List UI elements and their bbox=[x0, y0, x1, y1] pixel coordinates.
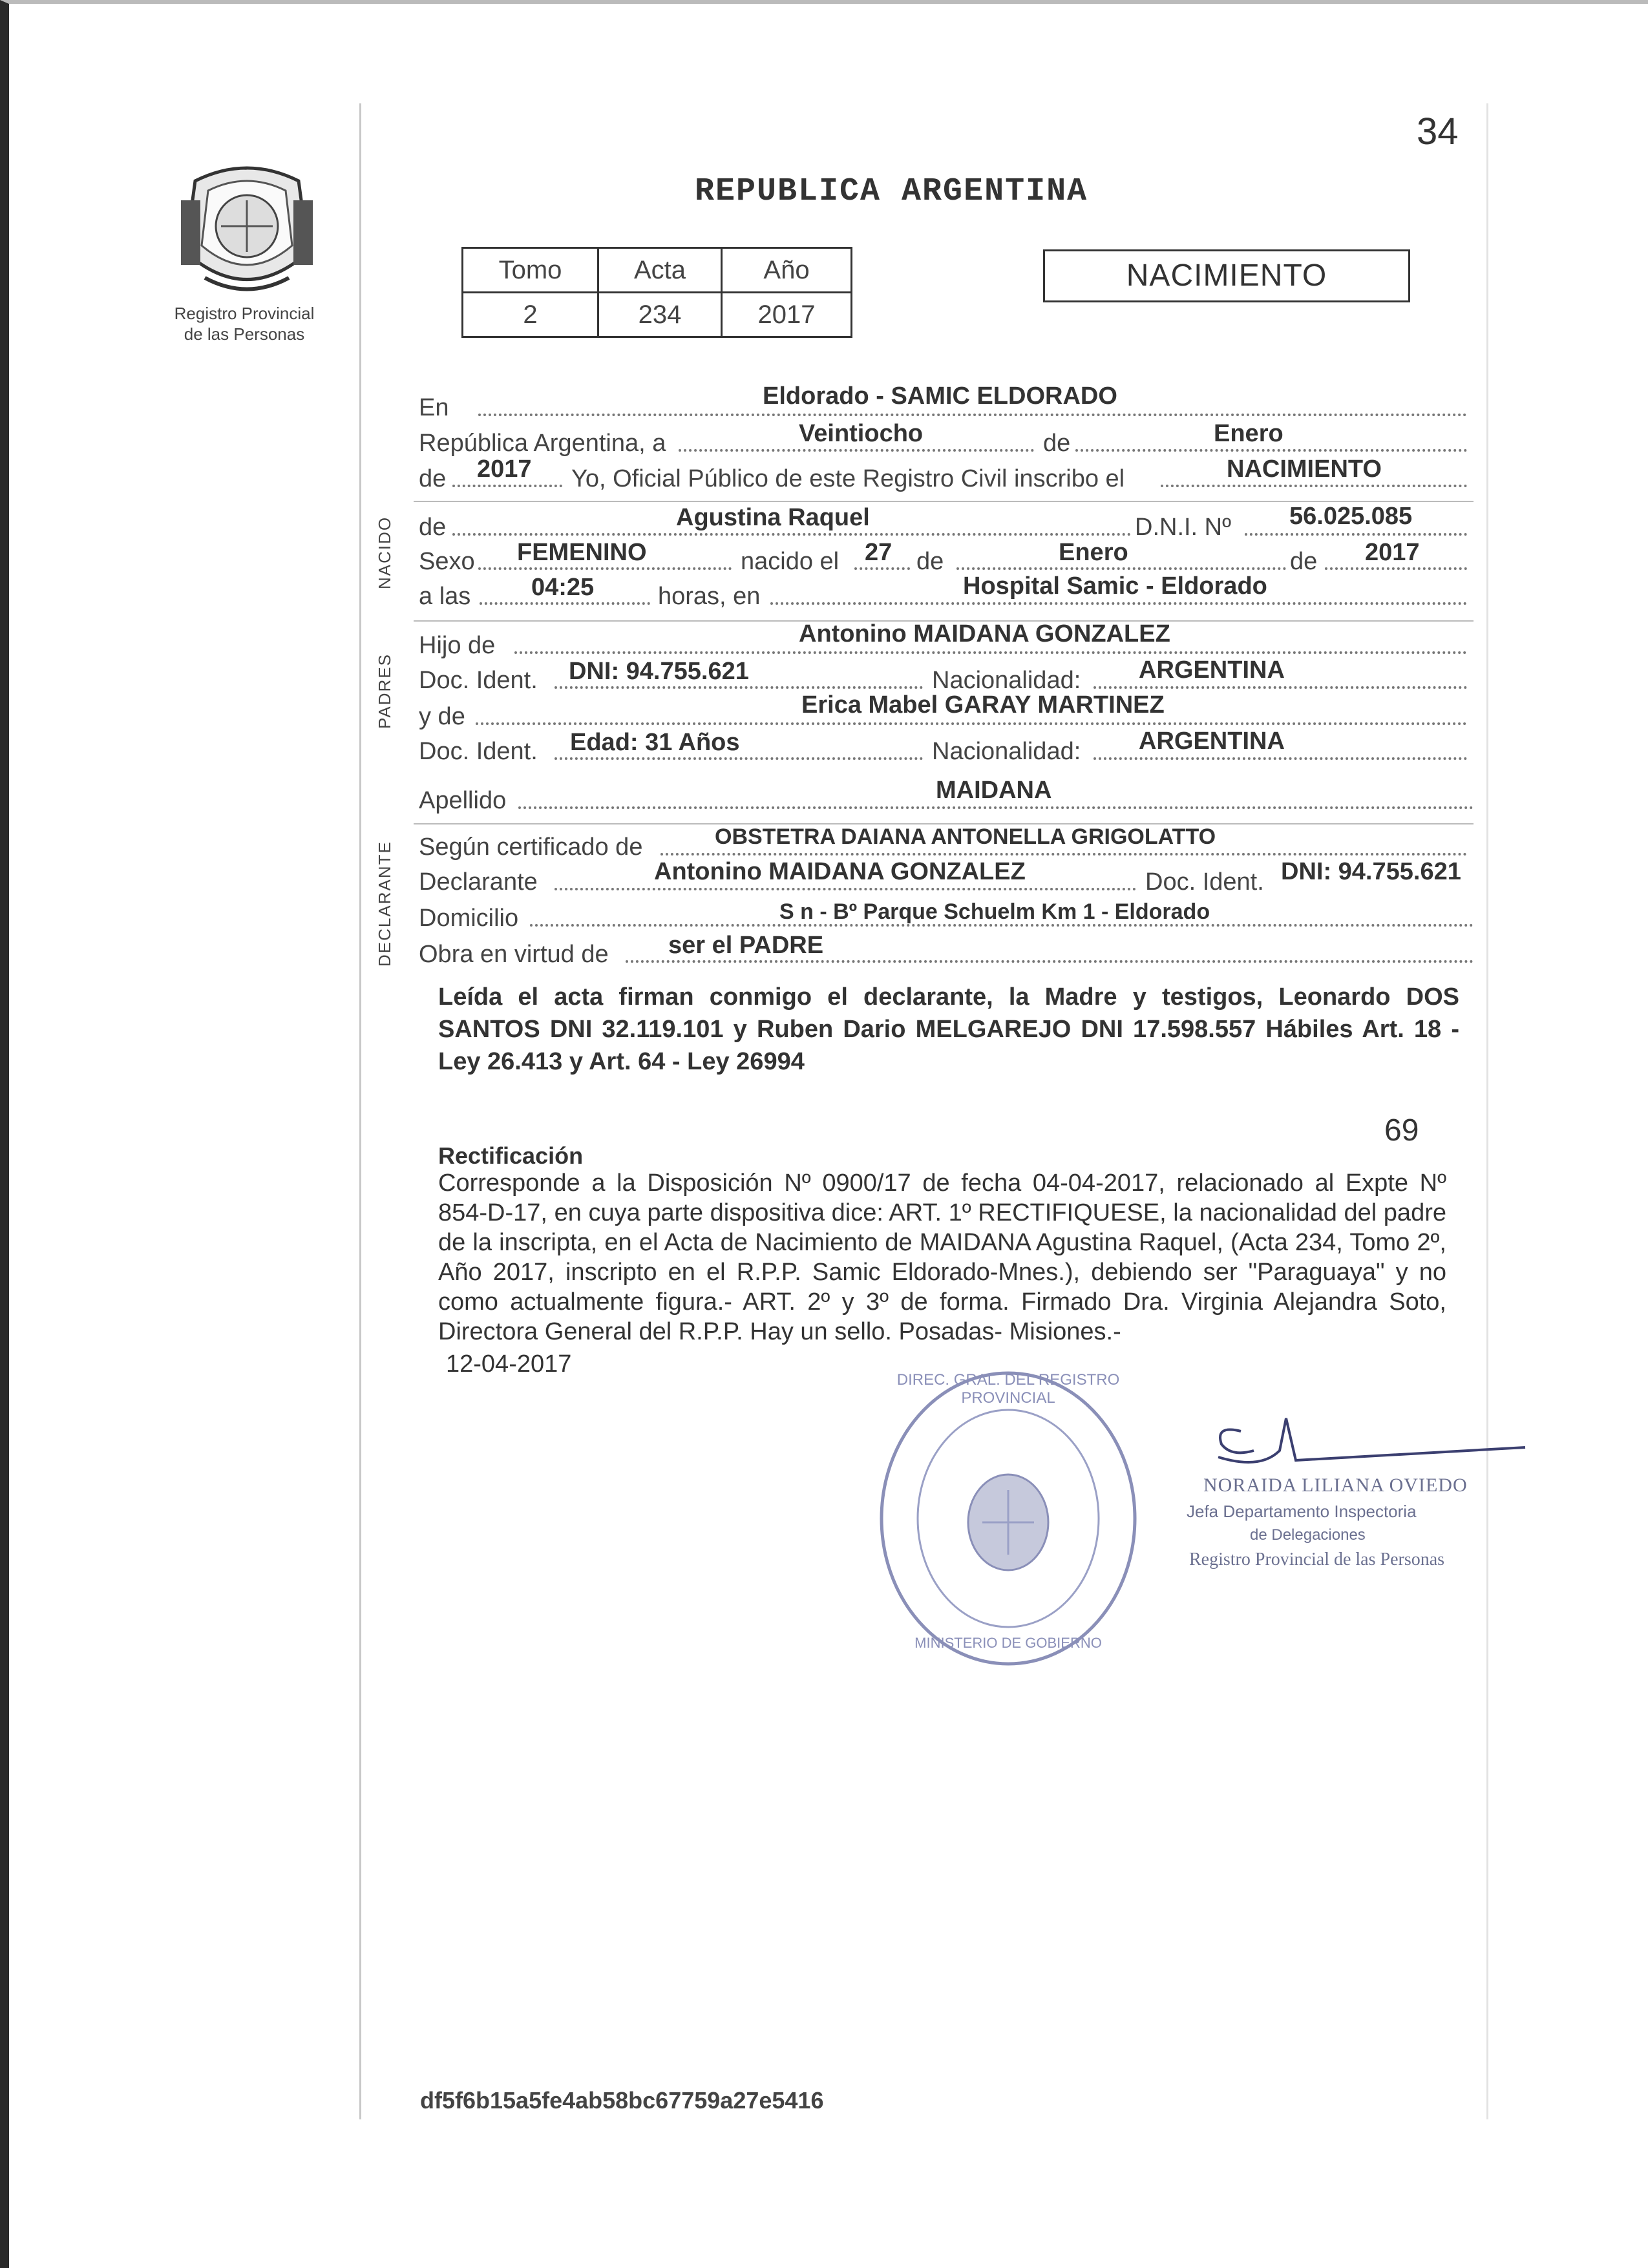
dots-sexo bbox=[478, 567, 732, 570]
label-de-mes: de bbox=[1043, 430, 1071, 457]
value-anio-registro: 2017 bbox=[477, 456, 532, 483]
dots-anio-registro bbox=[452, 485, 562, 487]
dots-nac-madre bbox=[1093, 757, 1467, 760]
dots-padre bbox=[514, 651, 1467, 654]
left-margin-line bbox=[359, 103, 361, 2119]
rectificacion-body: Corresponde a la Disposición Nº 0900/17 de fecha 04-04-2017, relacionado al Expte Nº 854-D-17, en cuya parte dispositiva dice: ART. 1º RECTIFIQUESE, la nacionalidad del padre de la inscripta, en el Acta de Nacimiento de MAIDANA Agustina Raquel, (Acta 234, Tomo 2º, Año 2017, inscripto en el R.P.P. Samic Eldorado-Mnes.), debiendo ser "Paraguaya" y no como actualmente figura.- ART. 2º y 3º de forma. Firmado Dra. Virginia Alejandra Soto, Directora General del R.P.P. Hay un sello. Posadas- Misiones.- bbox=[438, 1170, 1446, 1345]
dots-hora bbox=[480, 602, 650, 605]
stamp-inner-text: MINISTERIO DE GOBIERNO bbox=[914, 1635, 1102, 1651]
label-yo-oficial: Yo, Oficial Público de este Registro Civil inscribo el bbox=[571, 465, 1125, 492]
seal-icon bbox=[866, 1363, 1150, 1674]
dots-nombre bbox=[452, 533, 1131, 536]
logo-caption-2: de las Personas bbox=[184, 324, 305, 344]
dots-dia-registro bbox=[679, 449, 1034, 452]
logo-caption-1: Registro Provincial bbox=[174, 304, 315, 323]
value-dni: 56.025.085 bbox=[1289, 503, 1413, 530]
signature-line2: Jefa Departamento Inspectoria bbox=[1187, 1502, 1417, 1521]
dots-dni bbox=[1245, 533, 1467, 536]
dots-inscribo bbox=[1161, 485, 1467, 487]
header-tomo: Tomo bbox=[463, 248, 598, 293]
label-doc-madre: Doc. Ident. bbox=[419, 738, 538, 765]
label-hijo-de: Hijo de bbox=[419, 632, 496, 659]
value-acta: 234 bbox=[598, 293, 722, 337]
label-de-mes-nac: de bbox=[916, 548, 944, 575]
signature-icon bbox=[1202, 1396, 1538, 1486]
record-type-box: NACIMIENTO bbox=[1043, 249, 1410, 302]
label-nac-padre: Nacionalidad: bbox=[932, 667, 1081, 694]
stamp-outer-text: DIREC. GRAL. DEL REGISTRO PROVINCIAL bbox=[896, 1371, 1120, 1407]
dots-lugar-nac bbox=[770, 602, 1467, 605]
page-number: 34 bbox=[1417, 110, 1459, 152]
country-title: REPUBLICA ARGENTINA bbox=[695, 173, 1088, 210]
dots-declarante bbox=[555, 888, 1136, 890]
value-doc-padre: DNI: 94.755.621 bbox=[569, 658, 749, 685]
value-lugar: Eldorado - SAMIC ELDORADO bbox=[763, 383, 1117, 410]
value-doc-madre: Edad: 31 Años bbox=[570, 729, 740, 756]
label-de-anio: de bbox=[419, 465, 447, 492]
value-padre: Antonino MAIDANA GONZALEZ bbox=[799, 620, 1170, 647]
value-inscribo: NACIMIENTO bbox=[1227, 456, 1382, 483]
value-domicilio: S n - Bº Parque Schuelm Km 1 - Eldorado bbox=[779, 899, 1210, 924]
value-doc-declarante: DNI: 94.755.621 bbox=[1281, 858, 1461, 885]
label-republica: República Argentina, a bbox=[419, 430, 666, 457]
value-apellido: MAIDANA bbox=[936, 777, 1052, 804]
label-doc-padre: Doc. Ident. bbox=[419, 667, 538, 694]
value-mes-registro: Enero bbox=[1214, 420, 1284, 447]
label-en: En bbox=[419, 394, 449, 421]
dots-doc-padre bbox=[555, 686, 923, 689]
dots-mes-nac bbox=[956, 567, 1286, 570]
signature-scribble bbox=[1202, 1396, 1538, 1486]
label-apellido: Apellido bbox=[419, 787, 507, 814]
label-horas-en: horas, en bbox=[658, 583, 761, 610]
dots-madre bbox=[476, 722, 1467, 725]
value-declarante: Antonino MAIDANA GONZALEZ bbox=[654, 858, 1026, 885]
value-anio: 2017 bbox=[722, 293, 852, 337]
value-nac-madre: ARGENTINA bbox=[1139, 728, 1285, 755]
document-hash: df5f6b15a5fe4ab58bc67759a27e5416 bbox=[420, 2087, 824, 2114]
label-nac-madre: Nacionalidad: bbox=[932, 738, 1081, 765]
header-anio: Año bbox=[722, 248, 852, 293]
label-nacido-el: nacido el bbox=[741, 548, 840, 575]
label-dni: D.N.I. Nº bbox=[1135, 514, 1231, 541]
dots-mes-registro bbox=[1075, 449, 1467, 452]
label-doc-declarante: Doc. Ident. bbox=[1145, 868, 1264, 896]
value-dia-nac: 27 bbox=[865, 539, 893, 566]
dots-certificado bbox=[660, 853, 1467, 856]
value-lugar-nac: Hospital Samic - Eldorado bbox=[963, 572, 1267, 600]
separator-nacido bbox=[414, 501, 1474, 502]
side-label-padres: PADRES bbox=[375, 653, 394, 729]
rectificacion-title: Rectificación bbox=[438, 1142, 584, 1169]
dots-nac-padre bbox=[1093, 686, 1467, 689]
dots-dia-nac bbox=[854, 567, 910, 570]
dots-apellido bbox=[518, 806, 1474, 809]
rectificacion-date: 12-04-2017 bbox=[446, 1350, 572, 1378]
value-dia-registro: Veintiocho bbox=[799, 420, 924, 447]
margin-number: 69 bbox=[1384, 1113, 1419, 1148]
label-domicilio: Domicilio bbox=[419, 905, 519, 932]
label-sexo: Sexo bbox=[419, 548, 475, 575]
label-obra: Obra en virtud de bbox=[419, 941, 609, 968]
label-a-las: a las bbox=[419, 583, 471, 610]
value-certificado: OBSTETRA DAIANA ANTONELLA GRIGOLATTO bbox=[715, 824, 1216, 849]
value-hora: 04:25 bbox=[531, 574, 595, 601]
dots-en bbox=[478, 414, 1467, 416]
signature-name: NORAIDA LILIANA OVIEDO bbox=[1203, 1475, 1468, 1496]
right-margin-line bbox=[1486, 103, 1488, 2119]
record-table bbox=[461, 247, 852, 338]
signature-line3: de Delegaciones bbox=[1250, 1526, 1366, 1544]
official-stamp bbox=[866, 1363, 1150, 1674]
closing-paragraph: Leída el acta firman conmigo el declarante, la Madre y testigos, Leonardo DOS SANTOS DNI 32.119.101 y Ruben Dario MELGAREJO DNI 17.598.557 Hábiles Art. 18 - Ley 26.413 y Art. 64 - Ley 26994 bbox=[438, 983, 1459, 1075]
value-nombre: Agustina Raquel bbox=[676, 504, 870, 531]
signature-line4: Registro Provincial de las Personas bbox=[1189, 1549, 1445, 1570]
value-sexo: FEMENINO bbox=[517, 539, 647, 566]
label-declarante: Declarante bbox=[419, 868, 538, 896]
side-label-declarante: DECLARANTE bbox=[375, 841, 394, 967]
label-y-de: y de bbox=[419, 703, 465, 730]
dots-obra bbox=[626, 960, 1474, 963]
province-emblem-icon bbox=[169, 155, 324, 310]
registry-logo bbox=[169, 155, 324, 310]
value-tomo: 2 bbox=[463, 293, 598, 337]
value-mes-nac: Enero bbox=[1059, 539, 1128, 566]
dots-doc-madre bbox=[555, 757, 923, 760]
label-de-nombre: de bbox=[419, 514, 447, 541]
dots-anio-nac bbox=[1325, 567, 1467, 570]
side-label-nacido: NACIDO bbox=[375, 516, 394, 589]
value-anio-nac: 2017 bbox=[1365, 539, 1420, 566]
label-de-anio-nac: de bbox=[1290, 548, 1318, 575]
value-obra: ser el PADRE bbox=[668, 932, 824, 959]
label-segun-certificado: Según certificado de bbox=[419, 834, 643, 861]
value-madre: Erica Mabel GARAY MARTINEZ bbox=[801, 691, 1165, 719]
value-nac-padre: ARGENTINA bbox=[1139, 656, 1285, 684]
header-acta: Acta bbox=[598, 248, 722, 293]
